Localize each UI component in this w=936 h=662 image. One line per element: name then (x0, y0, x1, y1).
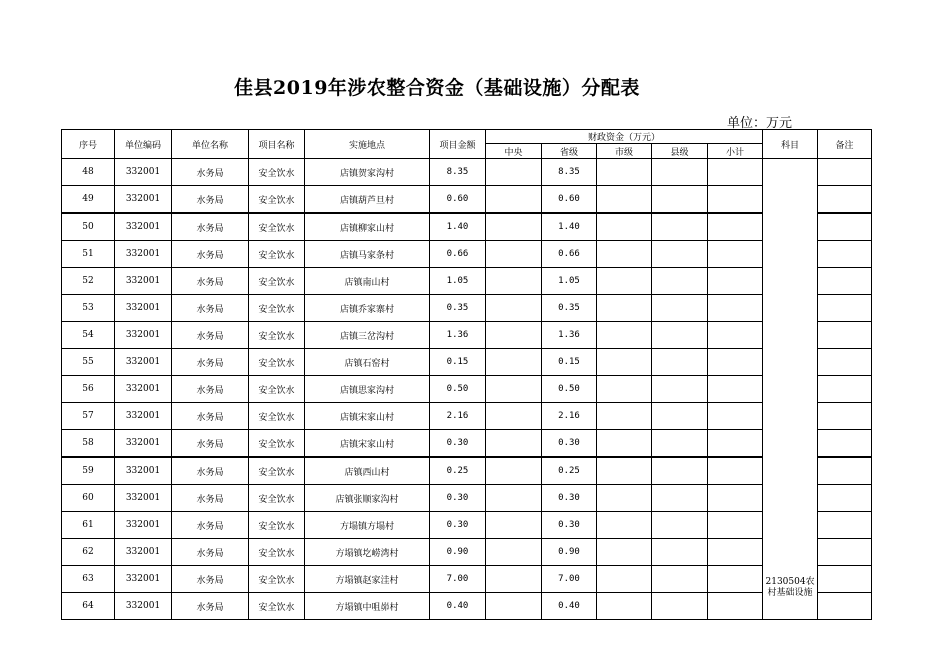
cell-project-name: 安全饮水 (249, 539, 305, 566)
cell-provincial: 0.90 (542, 539, 597, 566)
cell-location: 方塌镇赵家洼村 (305, 566, 430, 593)
cell-location: 店镇南山村 (305, 268, 430, 295)
cell-central (486, 268, 542, 295)
cell-unit-name: 水务局 (172, 403, 249, 430)
cell-remark (818, 213, 872, 241)
cell-amount: 7.00 (430, 566, 486, 593)
cell-county (652, 485, 708, 512)
cell-county (652, 186, 708, 214)
cell-unit-code: 332001 (115, 485, 172, 512)
cell-provincial: 0.25 (542, 457, 597, 485)
cell-provincial: 2.16 (542, 403, 597, 430)
cell-seq: 58 (62, 430, 115, 458)
cell-city (597, 512, 652, 539)
cell-unit-code: 332001 (115, 566, 172, 593)
cell-seq: 56 (62, 376, 115, 403)
cell-seq: 48 (62, 159, 115, 186)
cell-city (597, 322, 652, 349)
cell-location: 店镇西山村 (305, 457, 430, 485)
cell-county (652, 376, 708, 403)
cell-amount: 0.30 (430, 512, 486, 539)
cell-city (597, 539, 652, 566)
table-row (62, 186, 872, 214)
cell-provincial: 8.35 (542, 159, 597, 186)
cell-seq: 54 (62, 322, 115, 349)
cell-amount: 1.05 (430, 268, 486, 295)
table-row (62, 349, 872, 376)
cell-remark (818, 430, 872, 458)
cell-amount: 0.90 (430, 539, 486, 566)
cell-remark (818, 186, 872, 214)
cell-central (486, 295, 542, 322)
cell-unit-name: 水务局 (172, 485, 249, 512)
cell-unit-name: 水务局 (172, 349, 249, 376)
cell-subtotal (708, 268, 763, 295)
cell-unit-code: 332001 (115, 349, 172, 376)
cell-provincial: 0.30 (542, 485, 597, 512)
cell-central (486, 159, 542, 186)
table-row (62, 512, 872, 539)
cell-central (486, 593, 542, 620)
cell-location: 店镇贺家沟村 (305, 159, 430, 186)
cell-county (652, 241, 708, 268)
cell-location: 店镇宋家山村 (305, 430, 430, 458)
cell-provincial: 0.30 (542, 430, 597, 458)
allocation-table (61, 129, 872, 620)
cell-provincial: 1.05 (542, 268, 597, 295)
cell-amount: 0.30 (430, 430, 486, 458)
cell-subtotal (708, 349, 763, 376)
cell-amount: 0.66 (430, 241, 486, 268)
cell-seq: 51 (62, 241, 115, 268)
cell-subtotal (708, 457, 763, 485)
cell-provincial: 0.30 (542, 512, 597, 539)
cell-central (486, 349, 542, 376)
cell-remark (818, 566, 872, 593)
cell-amount: 1.36 (430, 322, 486, 349)
header-fin-group: 财政资金（万元） (486, 130, 763, 144)
table-row (62, 213, 872, 241)
cell-subtotal (708, 159, 763, 186)
cell-remark (818, 295, 872, 322)
cell-subtotal (708, 295, 763, 322)
table-row (62, 322, 872, 349)
cell-amount: 0.60 (430, 186, 486, 214)
cell-unit-name: 水务局 (172, 457, 249, 485)
cell-project-name: 安全饮水 (249, 485, 305, 512)
cell-subtotal (708, 403, 763, 430)
cell-unit-name: 水务局 (172, 376, 249, 403)
table-row (62, 159, 872, 186)
cell-provincial: 1.36 (542, 322, 597, 349)
header-provincial: 省级 (542, 144, 597, 159)
cell-city (597, 485, 652, 512)
cell-project-name: 安全饮水 (249, 430, 305, 458)
cell-project-name: 安全饮水 (249, 213, 305, 241)
cell-provincial: 0.66 (542, 241, 597, 268)
cell-remark (818, 457, 872, 485)
cell-seq: 64 (62, 593, 115, 620)
table-row (62, 485, 872, 512)
cell-project-name: 安全饮水 (249, 241, 305, 268)
cell-subtotal (708, 566, 763, 593)
cell-subtotal (708, 241, 763, 268)
cell-amount: 0.15 (430, 349, 486, 376)
table-row (62, 593, 872, 620)
cell-project-name: 安全饮水 (249, 512, 305, 539)
cell-city (597, 295, 652, 322)
cell-unit-name: 水务局 (172, 566, 249, 593)
cell-central (486, 213, 542, 241)
header-subject: 科目 (763, 130, 818, 159)
cell-county (652, 539, 708, 566)
unit-label: 单位：万元 (727, 116, 793, 131)
cell-county (652, 430, 708, 458)
cell-location: 店镇马家条村 (305, 241, 430, 268)
cell-county (652, 593, 708, 620)
cell-location: 店镇柳家山村 (305, 213, 430, 241)
cell-central (486, 376, 542, 403)
cell-project-name: 安全饮水 (249, 457, 305, 485)
cell-subject: 2130504农村基础设施 (763, 159, 818, 620)
cell-project-name: 安全饮水 (249, 295, 305, 322)
cell-project-name: 安全饮水 (249, 349, 305, 376)
cell-unit-name: 水务局 (172, 295, 249, 322)
cell-remark (818, 403, 872, 430)
cell-unit-name: 水务局 (172, 268, 249, 295)
cell-subtotal (708, 593, 763, 620)
cell-subtotal (708, 485, 763, 512)
cell-central (486, 241, 542, 268)
cell-provincial: 0.50 (542, 376, 597, 403)
cell-amount: 8.35 (430, 159, 486, 186)
cell-seq: 63 (62, 566, 115, 593)
cell-project-name: 安全饮水 (249, 322, 305, 349)
cell-provincial: 1.40 (542, 213, 597, 241)
cell-city (597, 241, 652, 268)
cell-unit-code: 332001 (115, 512, 172, 539)
cell-location: 店镇思家沟村 (305, 376, 430, 403)
cell-unit-code: 332001 (115, 430, 172, 458)
cell-amount: 2.16 (430, 403, 486, 430)
cell-subtotal (708, 213, 763, 241)
cell-unit-code: 332001 (115, 295, 172, 322)
cell-amount: 0.25 (430, 457, 486, 485)
table-row (62, 430, 872, 458)
cell-subtotal (708, 322, 763, 349)
cell-city (597, 566, 652, 593)
cell-seq: 49 (62, 186, 115, 214)
cell-amount: 0.40 (430, 593, 486, 620)
cell-central (486, 485, 542, 512)
cell-unit-code: 332001 (115, 457, 172, 485)
cell-project-name: 安全饮水 (249, 376, 305, 403)
cell-unit-code: 332001 (115, 213, 172, 241)
cell-subtotal (708, 186, 763, 214)
table-row (62, 376, 872, 403)
cell-subtotal (708, 376, 763, 403)
cell-central (486, 512, 542, 539)
header-unit-code: 单位编码 (115, 130, 172, 159)
cell-central (486, 457, 542, 485)
cell-county (652, 457, 708, 485)
cell-county (652, 403, 708, 430)
cell-location: 方塌镇圪崂湾村 (305, 539, 430, 566)
cell-unit-name: 水务局 (172, 430, 249, 458)
cell-county (652, 512, 708, 539)
cell-seq: 53 (62, 295, 115, 322)
cell-county (652, 213, 708, 241)
document-title: 佳县2019年涉农整合资金（基础设施）分配表 (234, 77, 640, 99)
cell-remark (818, 539, 872, 566)
cell-provincial: 0.35 (542, 295, 597, 322)
cell-remark (818, 159, 872, 186)
cell-central (486, 403, 542, 430)
cell-remark (818, 593, 872, 620)
header-city: 市级 (597, 144, 652, 159)
cell-seq: 57 (62, 403, 115, 430)
cell-unit-name: 水务局 (172, 539, 249, 566)
table-row (62, 539, 872, 566)
cell-provincial: 0.60 (542, 186, 597, 214)
header-subtotal: 小计 (708, 144, 763, 159)
cell-seq: 52 (62, 268, 115, 295)
cell-location: 店镇张顺家沟村 (305, 485, 430, 512)
cell-seq: 62 (62, 539, 115, 566)
cell-provincial: 0.15 (542, 349, 597, 376)
cell-unit-name: 水务局 (172, 241, 249, 268)
cell-unit-name: 水务局 (172, 322, 249, 349)
cell-central (486, 322, 542, 349)
cell-central (486, 566, 542, 593)
cell-amount: 0.30 (430, 485, 486, 512)
cell-central (486, 186, 542, 214)
cell-seq: 59 (62, 457, 115, 485)
header-county: 县级 (652, 144, 708, 159)
cell-city (597, 430, 652, 458)
cell-unit-code: 332001 (115, 593, 172, 620)
cell-county (652, 349, 708, 376)
cell-county (652, 566, 708, 593)
cell-location: 方塌镇中咀峁村 (305, 593, 430, 620)
table-row (62, 566, 872, 593)
cell-city (597, 349, 652, 376)
cell-location: 店镇三岔沟村 (305, 322, 430, 349)
cell-unit-code: 332001 (115, 539, 172, 566)
cell-unit-name: 水务局 (172, 593, 249, 620)
cell-city (597, 457, 652, 485)
cell-project-name: 安全饮水 (249, 186, 305, 214)
cell-unit-name: 水务局 (172, 213, 249, 241)
cell-seq: 50 (62, 213, 115, 241)
table-row (62, 268, 872, 295)
table-row (62, 241, 872, 268)
header-remark: 备注 (818, 130, 872, 159)
cell-subtotal (708, 512, 763, 539)
cell-unit-code: 332001 (115, 403, 172, 430)
cell-project-name: 安全饮水 (249, 268, 305, 295)
cell-unit-code: 332001 (115, 186, 172, 214)
cell-central (486, 430, 542, 458)
cell-county (652, 322, 708, 349)
cell-remark (818, 241, 872, 268)
cell-remark (818, 349, 872, 376)
cell-seq: 60 (62, 485, 115, 512)
header-location: 实施地点 (305, 130, 430, 159)
cell-amount: 0.50 (430, 376, 486, 403)
cell-provincial: 0.40 (542, 593, 597, 620)
cell-county (652, 268, 708, 295)
cell-amount: 1.40 (430, 213, 486, 241)
cell-provincial: 7.00 (542, 566, 597, 593)
cell-subtotal (708, 539, 763, 566)
cell-project-name: 安全饮水 (249, 566, 305, 593)
header-project-name: 项目名称 (249, 130, 305, 159)
cell-location: 店镇宋家山村 (305, 403, 430, 430)
cell-unit-name: 水务局 (172, 512, 249, 539)
cell-central (486, 539, 542, 566)
header-unit-name: 单位名称 (172, 130, 249, 159)
cell-unit-code: 332001 (115, 159, 172, 186)
cell-location: 方塌镇方塌村 (305, 512, 430, 539)
cell-location: 店镇乔家寨村 (305, 295, 430, 322)
cell-location: 店镇葫芦旦村 (305, 186, 430, 214)
header-seq: 序号 (62, 130, 115, 159)
cell-city (597, 213, 652, 241)
cell-city (597, 186, 652, 214)
cell-unit-name: 水务局 (172, 186, 249, 214)
cell-project-name: 安全饮水 (249, 159, 305, 186)
cell-unit-code: 332001 (115, 376, 172, 403)
cell-county (652, 295, 708, 322)
cell-amount: 0.35 (430, 295, 486, 322)
cell-city (597, 159, 652, 186)
cell-city (597, 376, 652, 403)
header-amount: 项目金额 (430, 130, 486, 159)
header-central: 中央 (486, 144, 542, 159)
table-row (62, 457, 872, 485)
cell-remark (818, 485, 872, 512)
cell-location: 店镇石窑村 (305, 349, 430, 376)
cell-unit-code: 332001 (115, 322, 172, 349)
cell-remark (818, 268, 872, 295)
table-row (62, 295, 872, 322)
cell-unit-name: 水务局 (172, 159, 249, 186)
cell-remark (818, 322, 872, 349)
cell-remark (818, 376, 872, 403)
cell-county (652, 159, 708, 186)
cell-seq: 55 (62, 349, 115, 376)
cell-city (597, 403, 652, 430)
cell-seq: 61 (62, 512, 115, 539)
cell-city (597, 593, 652, 620)
cell-remark (818, 512, 872, 539)
cell-unit-code: 332001 (115, 241, 172, 268)
cell-project-name: 安全饮水 (249, 593, 305, 620)
cell-subtotal (708, 430, 763, 458)
cell-city (597, 268, 652, 295)
cell-project-name: 安全饮水 (249, 403, 305, 430)
cell-unit-code: 332001 (115, 268, 172, 295)
table-row (62, 403, 872, 430)
